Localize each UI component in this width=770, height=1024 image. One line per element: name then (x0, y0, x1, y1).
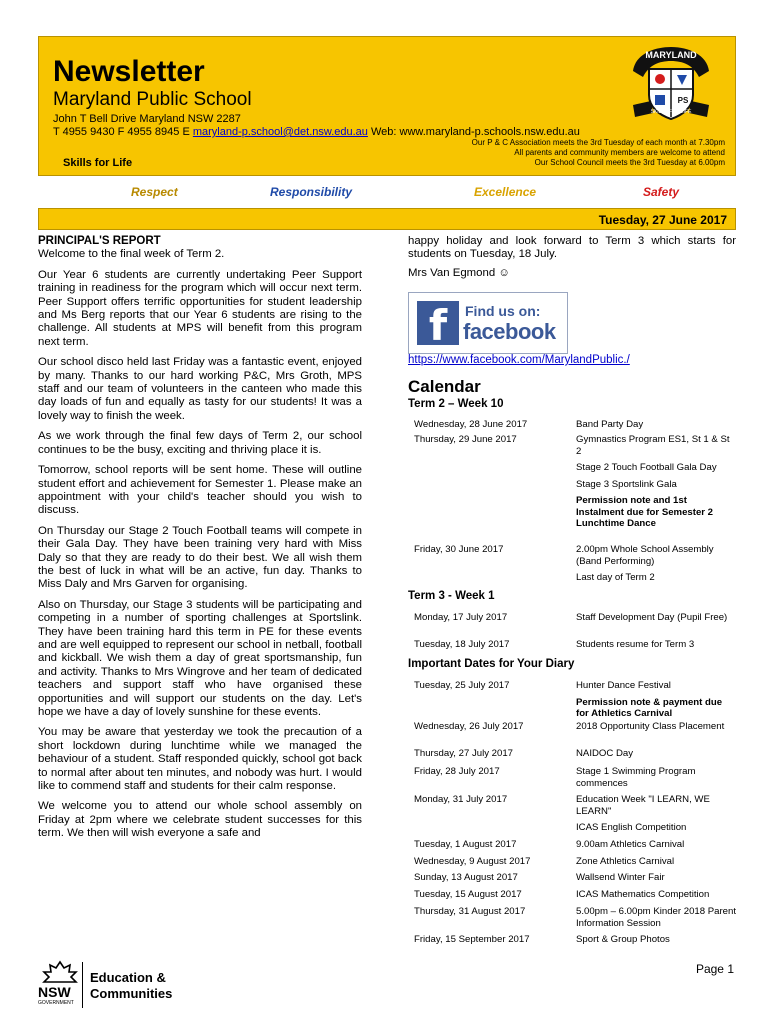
calendar-event: Permission note & payment due for Athletics Carnival (576, 696, 723, 719)
value-responsibility: Responsibility (270, 185, 353, 199)
calendar-date: Tuesday, 18 July 2017 (414, 639, 510, 650)
calendar-section-heading: Term 3 - Week 1 (408, 590, 495, 602)
calendar-event: Band Party Day (576, 419, 644, 430)
calendar-date: Friday, 28 July 2017 (414, 766, 500, 777)
calendar-event: 2018 Opportunity Class Placement (576, 721, 725, 732)
meeting-notes (472, 138, 725, 168)
facebook-badge[interactable] (408, 292, 568, 354)
report-paragraph: Welcome to the final week of Term 2. (38, 248, 225, 261)
calendar-date: Wednesday, 26 July 2017 (414, 721, 524, 732)
calendar-section-heading: Term 2 – Week 10 (408, 398, 504, 410)
calendar-events (576, 434, 736, 535)
issue-date: Tuesday, 27 June 2017 (598, 213, 727, 227)
crest-initials: PS (677, 96, 689, 105)
calendar-events (576, 889, 736, 906)
meeting-note: All parents and community members are welcome to attend (514, 148, 725, 157)
calendar-event: Gymnastics Program ES1, St 1 & St 2 (576, 434, 730, 457)
calendar-events (576, 612, 736, 629)
report-paragraph: You may be aware that yesterday we took the precaution of a short lockdown during lunchtime while we managed the behaviour of a student. Staff responded quickly, school got back to normal after about ten minutes, and nobody was hurt. I would like to commend staff and students for their calm response. (38, 726, 362, 793)
calendar-date: Sunday, 13 August 2017 (414, 872, 518, 883)
facebook-wordmark: facebook (463, 319, 556, 344)
nsw-wordmark: NSW (38, 984, 71, 1000)
calendar-event: Education Week "I LEARN, WE LEARN" (576, 794, 710, 817)
value-safety: Safety (643, 185, 680, 199)
report-paragraph: We welcome you to attend our whole school assembly on Friday at 2pm where we celebrate student successes for this term. We then will wish everyone a safe and (38, 800, 362, 840)
report-continued (408, 235, 736, 285)
principal-signature: Mrs Van Egmond ☺ (408, 266, 510, 279)
calendar-events (576, 680, 736, 725)
contact-line (53, 126, 580, 138)
calendar-date: Tuesday, 25 July 2017 (414, 680, 510, 691)
report-paragraph: As we work through the final few days of Term 2, our school continues to be the busy, exciting and thriving place it is. (38, 430, 362, 456)
calendar-date: Thursday, 27 July 2017 (414, 748, 514, 759)
calendar-title: Calendar (408, 377, 481, 396)
calendar-event: Stage 1 Swimming Program commences (576, 766, 696, 789)
calendar-event: ICAS Mathematics Competition (576, 889, 710, 900)
waratah-icon (40, 960, 80, 986)
value-excellence: Excellence (474, 185, 537, 199)
meeting-note: Our P & C Association meets the 3rd Tuesday of each month at 7.30pm (471, 138, 725, 147)
masthead (38, 36, 736, 176)
calendar-date: Tuesday, 1 August 2017 (414, 839, 517, 850)
facebook-link[interactable]: https://www.facebook.com/MarylandPublic./ (408, 354, 630, 366)
report-paragraph: Our Year 6 students are currently undertaking Peer Support training in readiness for the program which will occur next term. Peer Support offers terrific opportunities for student leadership and Ms Berg reports that our Year 6 students are rising to the challenge. All students at MPS will benefit from this program next term. (38, 268, 362, 348)
crest-label: MARYLAND (645, 50, 697, 60)
school-name: Maryland Public School (53, 89, 252, 110)
calendar-event: NAIDOC Day (576, 748, 634, 759)
calendar-date: Tuesday, 15 August 2017 (414, 889, 522, 900)
report-paragraph: On Thursday our Stage 2 Touch Football teams will compete in their Gala Day. They have been training very hard with Miss Daly so that they are ready to do their best. We all wish them the best of luck in what will be an active, fun day. Thanks to Miss Daly and Mrs Garven for organising. (38, 524, 362, 591)
calendar-date: Monday, 31 July 2017 (414, 794, 508, 805)
newsletter-title: Newsletter (53, 55, 205, 88)
report-paragraph: Also on Thursday, our Stage 3 students will be participating and competing in a number of sporting challenges at Sportslink. They have been training hard this term in PE for these events and are well equipped to represent our school in netball, football and kickball. We wish them a day of great sportsmanship, fun and activity. Thanks to Mrs Wingrove and her team of dedicated teachers and support staff who have organised these opportunities and will support our students on the day. Let's hope we have a day of lovely sunshine for these events. (38, 598, 362, 718)
calendar-date: Wednesday, 28 June 2017 (414, 419, 528, 430)
calendar-event: Zone Athletics Carnival (576, 856, 675, 867)
report-paragraph: happy holiday and look forward to Term 3 which starts for students on Tuesday, 18 July. (408, 235, 736, 261)
calendar-events (576, 544, 736, 589)
calendar-event: Stage 3 Sportslink Gala (576, 478, 677, 490)
calendar-event: ICAS English Competition (576, 822, 687, 833)
calendar-section-heading: Important Dates for Your Diary (408, 658, 575, 670)
calendar-events (576, 872, 736, 889)
calendar-events (576, 906, 736, 934)
calendar-event: Staff Development Day (Pupil Free) (576, 612, 728, 623)
calendar-date: Friday, 30 June 2017 (414, 544, 504, 555)
value-respect: Respect (131, 185, 178, 199)
facebook-find-us: Find us on: (465, 303, 541, 319)
calendar-event: 2.00pm Whole School Assembly (Band Performing) (576, 544, 714, 567)
phone-fax: T 4955 9430 F 4955 8945 E (53, 126, 193, 138)
web-address: Web: www.maryland-p.schools.nsw.edu.au (367, 126, 580, 138)
meeting-note: Our School Council meets the 3rd Tuesday at 6.00pm (534, 158, 725, 167)
calendar-date: Thursday, 31 August 2017 (414, 906, 526, 917)
calendar-events (576, 934, 736, 951)
calendar-events (576, 839, 736, 856)
calendar-events (576, 639, 736, 656)
calendar-date: Monday, 17 July 2017 (414, 612, 508, 623)
calendar-date: Thursday, 29 June 2017 (414, 434, 517, 445)
calendar-event: Sport & Group Photos (576, 934, 670, 945)
facebook-icon: f (417, 301, 459, 345)
calendar-events (576, 856, 736, 873)
department-name (90, 970, 172, 1002)
school-crest-icon (629, 43, 713, 123)
department-line: Education & (90, 970, 166, 985)
calendar-event: Stage 2 Touch Football Gala Day (576, 462, 717, 473)
school-motto: Skills for Life (63, 157, 133, 169)
report-paragraph: Our school disco held last Friday was a fantastic event, enjoyed by many. Thanks to our hard working P&C, Mrs Groth, MPS staff and our team of volunteers in the canteen who made this day loads of fun and equally as tasty for our students! It was a lovely way to finish the week. (38, 356, 362, 422)
nsw-government: GOVERNMENT (38, 1000, 74, 1006)
calendar-events (576, 766, 736, 794)
calendar-event: Hunter Dance Festival (576, 680, 671, 691)
crest-motto: SKILLS FOR LIFE (650, 109, 692, 115)
logo-divider (82, 962, 83, 1008)
report-paragraph: Tomorrow, school reports will be sent home. These will outline student effort and achievement for Semester 1. Please make an appointment with your child's teacher should you wish to discuss. (38, 464, 362, 517)
issue-date-bar (38, 208, 736, 230)
calendar-event: Permission note and 1st Instalment due for Semester 2 Lunchtime Dance (576, 495, 714, 529)
calendar-event: Students resume for Term 3 (576, 639, 695, 650)
calendar-event: Last day of Term 2 (576, 572, 655, 583)
calendar-events (576, 748, 736, 765)
calendar-event: 9.00am Athletics Carnival (576, 839, 685, 850)
page-number: Page 1 (695, 962, 734, 976)
email-link[interactable]: maryland-p.school@det.nsw.edu.au (192, 126, 368, 138)
nsw-education-logo (38, 960, 178, 1010)
department-line: Communities (90, 986, 173, 1001)
principal-report (38, 235, 362, 848)
calendar-date: Friday, 15 September 2017 (414, 934, 530, 945)
calendar-events (576, 721, 736, 738)
calendar-events (576, 794, 736, 839)
school-address: John T Bell Drive Maryland NSW 2287 (53, 113, 241, 125)
report-heading: PRINCIPAL'S REPORT (38, 235, 161, 247)
calendar-date: Wednesday, 9 August 2017 (414, 856, 531, 867)
calendar-event: Wallsend Winter Fair (576, 872, 665, 883)
calendar-event: 5.00pm – 6.00pm Kinder 2018 Parent Information Session (576, 906, 737, 929)
